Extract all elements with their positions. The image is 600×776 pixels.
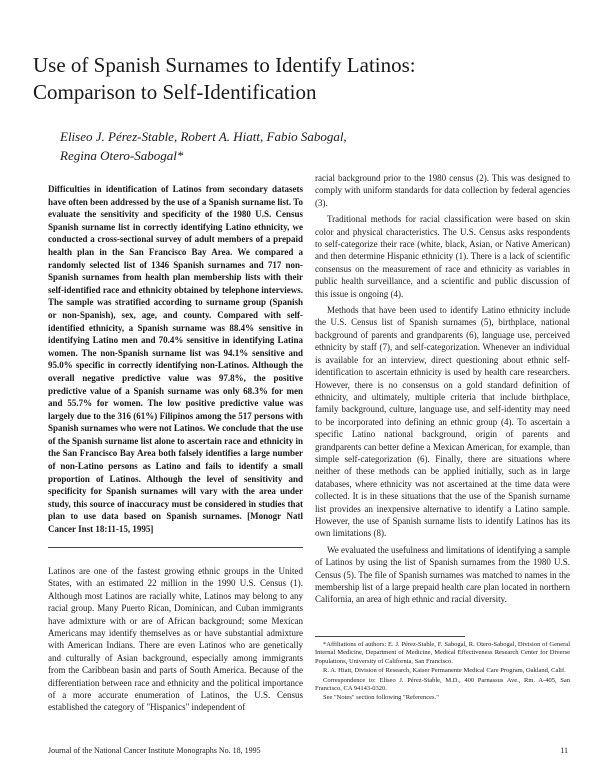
authors-line-1: Eliseo J. Pérez-Stable, Robert A. Hiatt, Fabio Sabogal, — [60, 129, 347, 144]
abstract: Difficulties in identification of Latinos from secondary datasets have often been addressed by the use of a Spanish surname list. To evaluate the sensitivity and specificity of the 1980 U.S. Census Spanish surname list in correctly identifying Latino ethnicity, we conducted a cross-sectional survey of adult members of a prepaid health plan in the San Francisco Bay Area. We compared a randomly selected list of 1346 Spanish surnames and 717 non-Spanish surnames from health plan membership lists with their self-identified race and ethnicity obtained by telephone interviews. The sample was stratified according to surname group (Spanish or non-Spanish), sex, age, and county. Compared with self-identified ethnicity, a Spanish surname was 88.4% sensitive in identifying Latino men and 70.4% sensitive in identifying Latina women. The non-Spanish surname list was 94.1% sensitive and 95.0% specific in correctly identifying non-Latinos. Although the overall negative predictive value was 97.8%, the positive predictive value of a Spanish surname was only 68.3% for men and 55.7% for women. The low positive predictive value was largely due to the 316 (61%) Filipinos among the 517 persons with Spanish surnames who were not Latinos. We conclude that the use of the Spanish surname list alone to ascertain race and ethnicity in the San Francisco Bay Area both falsely identifies a large number of non-Latino persons as Latino and fails to identify a small proportion of Latinos. Although the level of sensitivity and specificity for Spanish surnames will vary with the area under study, this source of inaccuracy must be considered in studies that plan to use data based on Spanish surnames. [Monogr Natl Cancer Inst 18:11-15, 1995] — [48, 184, 303, 535]
correspondence-note: Correspondence to: Eliseo J. Pérez-Stable, M.D., 400 Parnassus Ave., Rm. A-405, San Francisco, CA 94143-0320. — [315, 676, 570, 693]
body-paragraph: Traditional methods for racial classification were based on skin color and physical characteristics. The U.S. Census asks respondents to self-categorize their race (white, black, Asian, or Native American) and then determine Hispanic ethnicity (1). There is a lack of scientific consensus on the measurement of race and ethnicity as variables in public health surveillance, and a scientific and public discussion of this issue is ongoing (4). — [315, 214, 570, 299]
authors-line-2: Regina Otero-Sabogal* — [60, 148, 184, 163]
page-number: 11 — [560, 746, 568, 755]
body-paragraph: Methods that have been used to identify Latino ethnicity include the U.S. Census list of Spanish surnames (5), birthplace, national background of parents and grandparents (6), language use, perceived ethnicity by staff (7), and self-categorization. Whenever an individual is available for an interview, direct questioning about ethnic self-identification to ascertain ethnicity is used by health care researchers. However, there is no consensus on a gold standard definition of ethnicity, and ultimately, multiple criteria that include birthplace, family background, culture, language use, and self-identity may need to be incorporated into defining an ethnic group (4). To ascertain a specific Latino national background, origin of parents and grandparents can better define a Mexican American, for example, than simple self-categorization (6). Finally, there are situations where neither of these methods can be applied initially, such as in large databases, where ethnicity was not ascertained at the time data were collected. It is in these situations that the use of the Spanish surname list provides an inexpensive alternative to identify a Latino sample. However, the use of Spanish surname lists to identify Latinos has its own limitations (8). — [315, 305, 570, 539]
affiliation-note: *Affiliations of authors: E. J. Pérez-Stable, F. Sabogal, R. Otero-Sabogal, Division of General Internal Medicine, Department of Medicine, Medical Effectiveness Research Center for Diverse Populations, University of California, San Francisco. — [315, 641, 570, 665]
intro-paragraph-left: Latinos are one of the fastest growing ethnic groups in the United States, with an estimated 22 million in the 1990 U.S. Census (1). Although most Latinos are racially white, Latinos may belong to any racial group. Many Puerto Rican, Dominican, and Cuban immigrants have admixture with or are of African background; some Mexican Americans may identify themselves as or have substantial admixture with American Indians. There are even Latinos who are genetically and culturally of Asian background, especially among immigrants from the Caribbean basin and parts of South America. Because of the differentiation between race and ethnicity and the political importance of a more accurate enumeration of Latinos, the U.S. Census established the category of "Hispanics" independent of — [48, 566, 303, 713]
article-title — [33, 52, 573, 106]
right-column — [315, 172, 570, 610]
body-paragraph: racial background prior to the 1980 census (2). This was designed to comply with uniform standards for data collection by federal agencies (3). — [315, 173, 570, 208]
notes-reference: See "Notes" section following "References." — [323, 694, 439, 702]
affiliations-footnote — [315, 641, 570, 704]
title-line-2: Comparison to Self-Identification — [33, 80, 317, 104]
title-line-1: Use of Spanish Surnames to Identify Latinos: — [33, 53, 416, 77]
author-list — [60, 127, 480, 165]
body-paragraph: We evaluated the usefulness and limitations of identifying a sample of Latinos by using the list of Spanish surnames from the 1980 U.S. Census (5). The file of Spanish surnames was matched to names in the membership list of a large prepaid health care plan located in northern California, an area of high ethnic and racial diversity. — [315, 544, 570, 605]
footer-journal: Journal of the National Cancer Institute Monographs No. 18, 1995 — [48, 746, 261, 755]
affiliation-note: R. A. Hiatt, Division of Research, Kaiser Permanente Medical Care Program, Oakland, Calif. — [323, 667, 566, 675]
abstract-divider — [48, 547, 303, 548]
footnote-divider — [315, 636, 465, 637]
